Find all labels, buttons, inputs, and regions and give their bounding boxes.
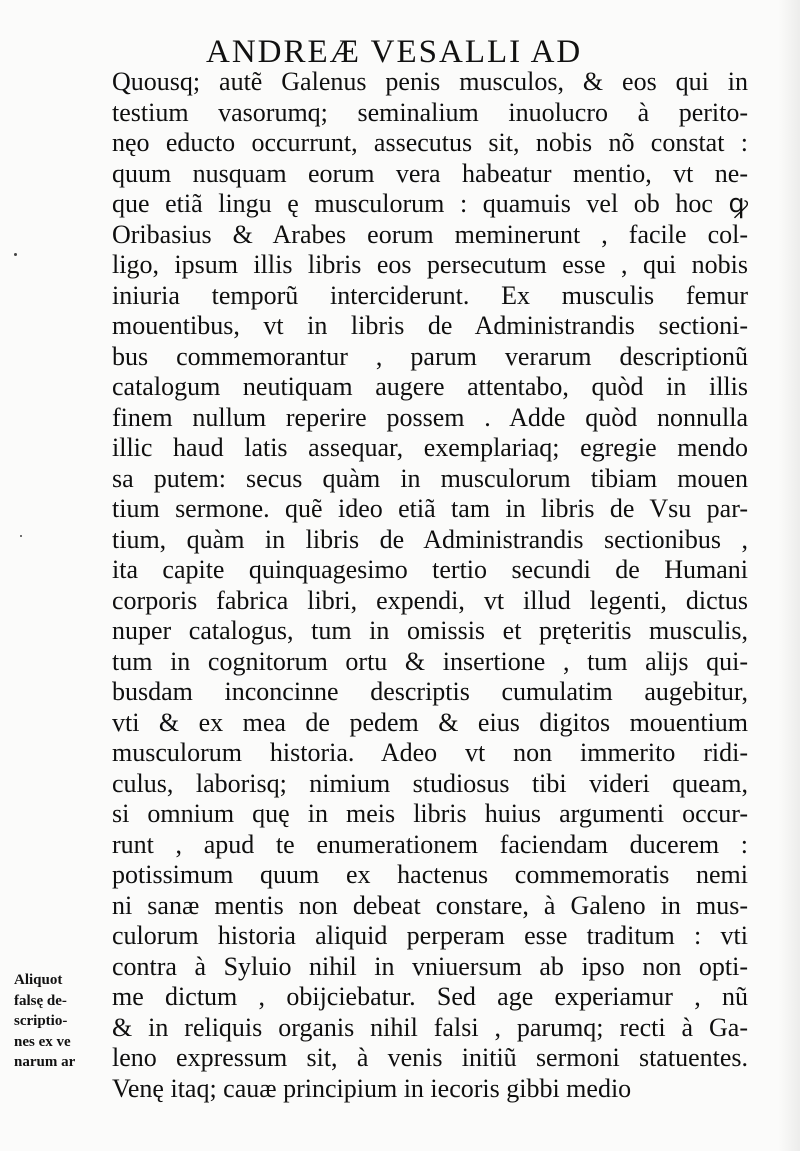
text-line: ita capite quinquagesimo tertio secundi de Humani: [112, 555, 748, 584]
margin-note-line: narum ar: [14, 1054, 76, 1070]
body-text: [112, 67, 748, 1104]
text-line: nuper catalogus, tum in omissis et pręteritis musculis,: [112, 616, 748, 645]
margin-note-line: falsę de-: [14, 992, 67, 1009]
text-line: potissimum quum ex hactenus commemoratis nemi: [112, 860, 748, 889]
text-line: mouentibus, vt in libris de Administrandis sectioni-: [112, 311, 748, 340]
text-line: vti & ex mea de pedem & eius digitos mouentium: [112, 707, 748, 737]
ink-speck: [20, 535, 22, 537]
text-line: contra à Syluio nihil in vniuersum ab ipso non opti-: [112, 951, 748, 981]
text-line: culorum historia aliquid perperam esse traditum : vti: [112, 921, 748, 950]
text-line: testium vasorumq; seminalium inuolucro à perito-: [112, 97, 748, 127]
text-line: culus, laborisq; nimium studiosus tibi videri queam,: [112, 768, 748, 798]
text-line: que etiã lingu ę musculorum : quamuis vel ob hoc ꝙ: [112, 189, 748, 218]
text-line: finem nullum reperire possem . Adde quòd nonnulla: [112, 402, 748, 432]
text-line: sa putem: secus quàm in musculorum tibiam mouen: [112, 463, 748, 493]
text-line: tium sermone. quẽ ideo etiã tam in libris de Vsu par-: [112, 494, 748, 523]
text-line: iniuria temporũ interciderunt. Ex musculis femur: [112, 280, 748, 310]
text-line: ligo, ipsum illis libris eos persecutum esse , qui nobis: [112, 250, 748, 279]
text-line: Oribasius & Arabes eorum meminerunt , facile col-: [112, 219, 748, 249]
text-line: tum in cognitorum ortu & insertione , tum alijs qui-: [112, 646, 748, 676]
text-line: catalogum neutiquam augere attentabo, quòd in illis: [112, 372, 748, 401]
page-edge-shadow: [778, 0, 800, 1151]
text-line: Quousq; autẽ Galenus penis musculos, & eos qui in: [112, 67, 748, 96]
text-line: si omnium quę in meis libris huius argumenti occur-: [112, 799, 748, 828]
text-line: quum nusquam eorum vera habeatur mentio, vt ne-: [112, 158, 748, 188]
text-line: & in reliquis organis nihil falsi , parumq; recti à Ga-: [112, 1012, 748, 1042]
margin-note-line: scriptio-: [14, 1013, 68, 1029]
text-line: leno expressum sit, à venis initiũ sermoni statuentes.: [112, 1043, 748, 1072]
text-line: runt , apud te enumerationem faciendam ducerem :: [112, 829, 748, 859]
text-line: busdam inconcinne descriptis cumulatim augebitur,: [112, 677, 748, 706]
margin-note-line: nes ex ve: [14, 1033, 71, 1050]
text-line: ni sanæ mentis non debeat constare, à Galeno in mus-: [112, 890, 748, 920]
text-line: me dictum , obijciebatur. Sed age experiamur , nũ: [112, 982, 748, 1011]
ink-speck: [14, 253, 17, 256]
running-head: ANDREÆ VESALLI AD: [206, 34, 583, 70]
text-line: Venę itaq; cauæ principium in iecoris gibbi medio: [112, 1073, 632, 1103]
text-line: corporis fabrica libri, expendi, vt illud legenti, dictus: [112, 585, 748, 615]
text-line: bus commemorantur , parum verarum descriptionũ: [112, 341, 748, 371]
margin-note: [14, 970, 114, 1073]
text-line: illic haud latis assequar, exemplariaq; egregie mendo: [112, 433, 748, 462]
text-line: musculorum historia. Adeo vt non immerito ridi-: [112, 738, 748, 767]
margin-note-line: Aliquot: [14, 972, 63, 988]
text-line: nęo educto occurrunt, assecutus sit, nobis nõ constat :: [112, 128, 748, 157]
text-line: tium, quàm in libris de Administrandis sectionibus ,: [112, 524, 748, 554]
